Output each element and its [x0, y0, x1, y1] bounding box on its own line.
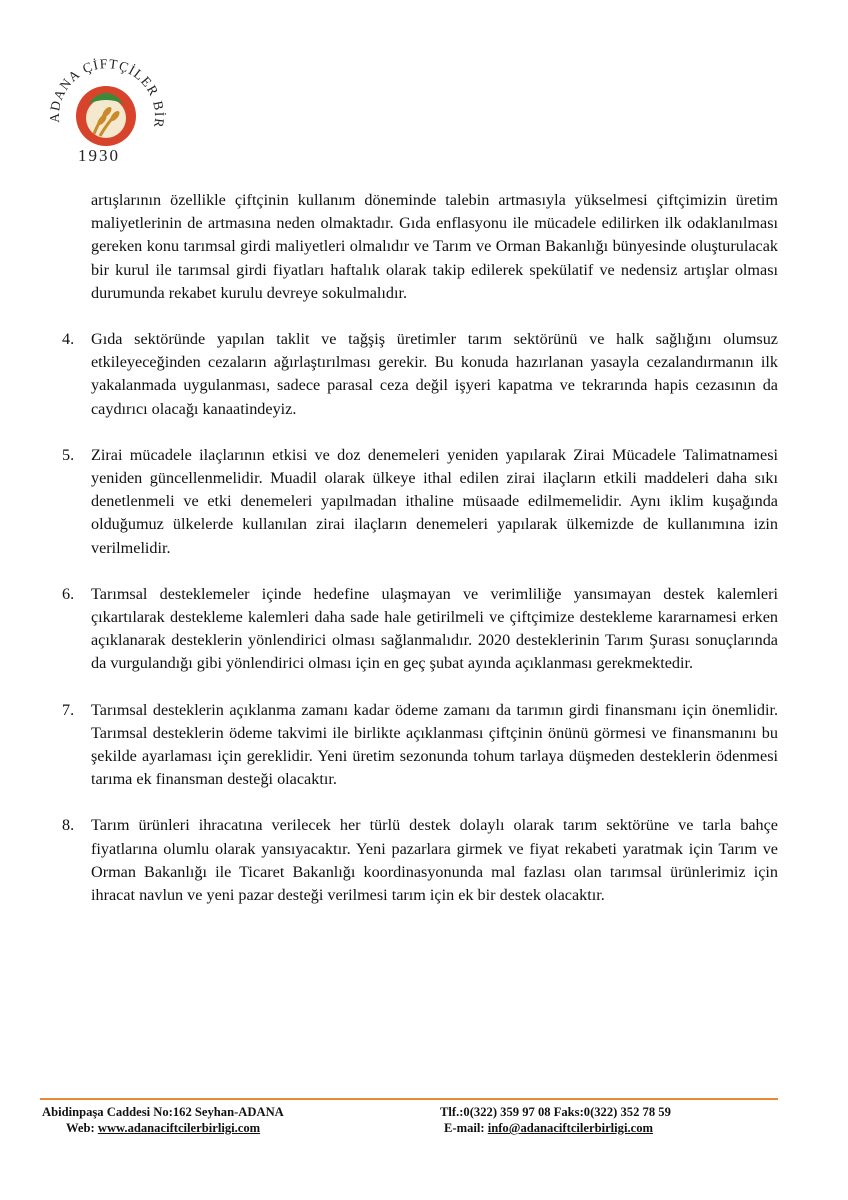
list-item-text: Tarım ürünleri ihracatına verilecek her türlü destek dolaylı olarak tarım sektörüne ve tarla bahçe fiyatlarına olumlu olarak yansıyacaktır. Yeni pazarlara girmek ve fiyat rekabeti yaratmak için Tarım ve Orman Bakanlığı ile Ticaret Bakanlığı koordinasyonunda mal fazlası olan tarımsal ürünlerimiz için ihracat navlun ve yeni pazar desteği verilmesi tarım için ek bir destek olacaktır.	[91, 816, 778, 905]
list-item-number: 8.	[62, 816, 75, 835]
list-item-text: Zirai mücadele ilaçlarının etkisi ve doz denemeleri yeniden yapılarak Zirai Mücadele Talimatnamesi yeniden güncellenmelidir. Muadil olarak ülkeye ithal edilen zirai ilaçların etkili maddeleri daha sıkı denetlenmeli ve etki denemeleri yapılmadan ithaline müsaade edilmemelidir. Aynı iklim kuşağında olduğumuz ülkelerde kullanılan zirai ilaçların denemeleri yapılarak ülkemizde de kullanımına izin verilmelidir.	[91, 445, 778, 557]
logo-arc-text: ADANA ÇİFTÇİLER BİR	[46, 56, 168, 130]
list-item	[62, 328, 778, 421]
list-item-number: 4.	[62, 330, 75, 349]
list-item	[62, 814, 778, 907]
footer-contact-block	[440, 1104, 671, 1136]
footer-web-link[interactable]: www.adanaciftcilerbirligi.com	[97, 1121, 261, 1135]
footer-address: Abidinpaşa Caddesi No:162 Seyhan-ADANA	[42, 1105, 284, 1119]
document-body	[62, 189, 778, 907]
intro-paragraph: artışlarının özellikle çiftçinin kullanım döneminde talebin artmasıyla yükselmesi çiftçimizin üretim maliyetlerinin de artmasına neden olmaktadır. Gıda enflasyonu ile mücadele edilirken ilk odaklanılması gereken konu tarımsal girdi maliyetleri olmalıdır ve Tarım ve Orman Bakanlığı bünyesinde oluşturulacak bir kurul ile tarımsal girdi fiyatları haftalık olarak takip edilerek spekülatif ve nedensiz artışlar olması durumunda rekabet kurulu devreye sokulmalıdır.	[91, 191, 778, 302]
footer-web-label: Web:	[66, 1121, 98, 1135]
logo-year: 1930	[78, 146, 120, 165]
footer-divider	[40, 1098, 778, 1100]
list-item-text: Tarımsal desteklerin açıklanma zamanı kadar ödeme zamanı da tarımın girdi finansmanı için önemlidir. Tarımsal desteklerin ödeme takvimi ile birlikte açıklanması çiftçinin önünü görmesi ve finansmanını bu şekilde ayarlaması için gereklidir. Yeni üretim sezonunda tohum tarlaya düşmeden desteklerin ödenmesi tarıma ek finansman desteği olacaktır.	[91, 700, 778, 789]
list-item	[62, 444, 778, 560]
footer-email-link[interactable]: info@adanaciftcilerbirligi.com	[487, 1121, 653, 1135]
list-item	[62, 583, 778, 676]
footer-phone: Tlf.:0(322) 359 97 08 Faks:0(322) 352 78 59	[440, 1105, 671, 1119]
footer-email-label: E-mail:	[444, 1121, 488, 1135]
list-item-text: Gıda sektöründe yapılan taklit ve tağşiş üretimler tarım sektörünü ve halk sağlığını olumsuz etkileyeceğinden cezaların ağırlaştırılması gerekir. Bu konuda hazırlanan yasayla cezalandırmanın ilk yakalanmada uygulanması, sadece parasal ceza değil işyeri kapatma ve tekrarında hapis cezasının da caydırıcı olacağı kanaatindeyiz.	[91, 330, 778, 418]
list-item-number: 6.	[62, 584, 75, 603]
list-item	[62, 699, 778, 792]
list-item-number: 5.	[62, 445, 75, 464]
footer-address-block	[42, 1104, 284, 1136]
list-item-number: 7.	[62, 700, 75, 719]
list-item-text: Tarımsal desteklemeler içinde hedefine ulaşmayan ve verimliliğe yansımayan destek kalemleri çıkartılarak destekleme kalemleri daha sade hale getirilmeli ve çiftçimize destekleme kararnamesi erken açıklanarak desteklerin yönlendirici olması sağlanmalıdır. 2020 desteklerinin Tarım Şurası sonuçlarında da vurgulandığı gibi yönlendirici olması için en geç şubat ayında açıklanması gerekmektedir.	[91, 584, 778, 673]
